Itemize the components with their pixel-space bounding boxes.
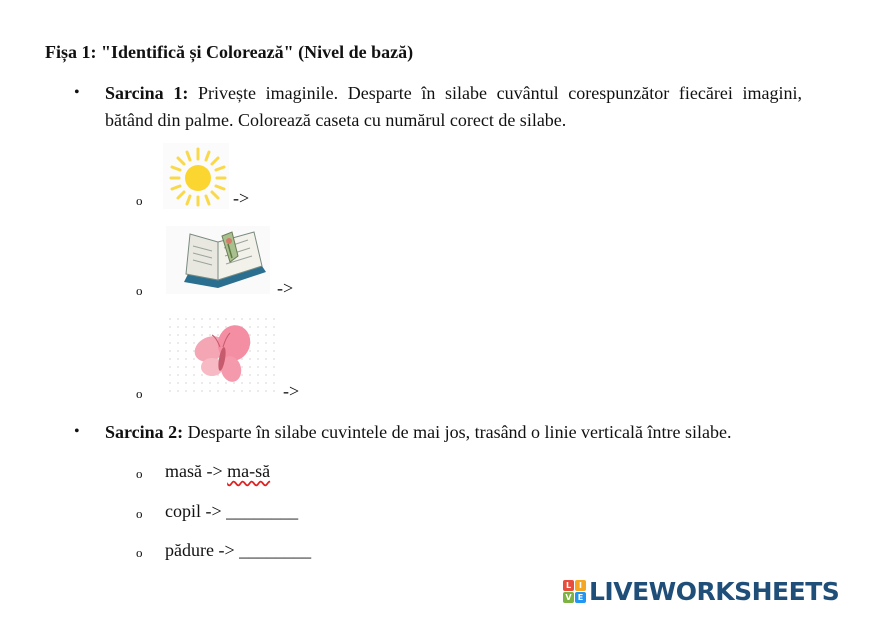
sun-icon xyxy=(163,143,229,209)
arrow: -> xyxy=(277,278,294,298)
task1-instructions: Privește imaginile. Desparte în silabe cuvântul corespunzător fiecărei imagini, bătând din palme. Colorează caseta cu numărul corect de silabe. xyxy=(105,83,802,130)
answer-blank[interactable]: ________ xyxy=(239,540,312,560)
answer-blank[interactable]: ________ xyxy=(226,501,299,521)
sub-bullet: o xyxy=(136,193,143,208)
butterfly-icon xyxy=(166,315,276,397)
word: pădure xyxy=(165,540,214,560)
answer-text[interactable]: ma-să xyxy=(227,461,271,481)
brand-name: LIVEWORKSHEETS xyxy=(589,577,840,606)
bullet: • xyxy=(74,84,80,101)
logo-letter-e: E xyxy=(575,592,586,603)
logo-letter-v: V xyxy=(563,592,574,603)
word-row xyxy=(165,540,311,561)
sub-bullet: o xyxy=(136,506,143,521)
logo-mark-icon xyxy=(563,580,586,603)
word: copil xyxy=(165,501,201,521)
worksheet-title: Fișa 1: "Identifică și Colorează" (Nivel de bază) xyxy=(45,42,414,62)
task2-label: Sarcina 2: xyxy=(105,422,184,442)
word-arrow: -> xyxy=(218,540,235,560)
arrow: -> xyxy=(283,381,300,401)
word-arrow: -> xyxy=(206,461,223,481)
bullet: • xyxy=(74,423,80,440)
word: masă xyxy=(165,461,202,481)
arrow: -> xyxy=(233,188,250,208)
logo-letter-i: I xyxy=(575,580,586,591)
word-arrow: -> xyxy=(205,501,222,521)
task1-text xyxy=(105,80,802,134)
sub-bullet: o xyxy=(136,466,143,481)
task2-instructions: Desparte în silabe cuvintele de mai jos, trasând o linie verticală între silabe. xyxy=(183,422,732,442)
sub-bullet: o xyxy=(136,386,143,401)
word-row xyxy=(165,501,298,522)
book-icon xyxy=(166,226,270,294)
task1-label: Sarcina 1: xyxy=(105,83,189,103)
logo-letter-l: L xyxy=(563,580,574,591)
task2-text xyxy=(105,419,825,446)
liveworksheets-logo[interactable] xyxy=(563,577,839,606)
sub-bullet: o xyxy=(136,283,143,298)
sub-bullet: o xyxy=(136,545,143,560)
word-row xyxy=(165,461,270,482)
